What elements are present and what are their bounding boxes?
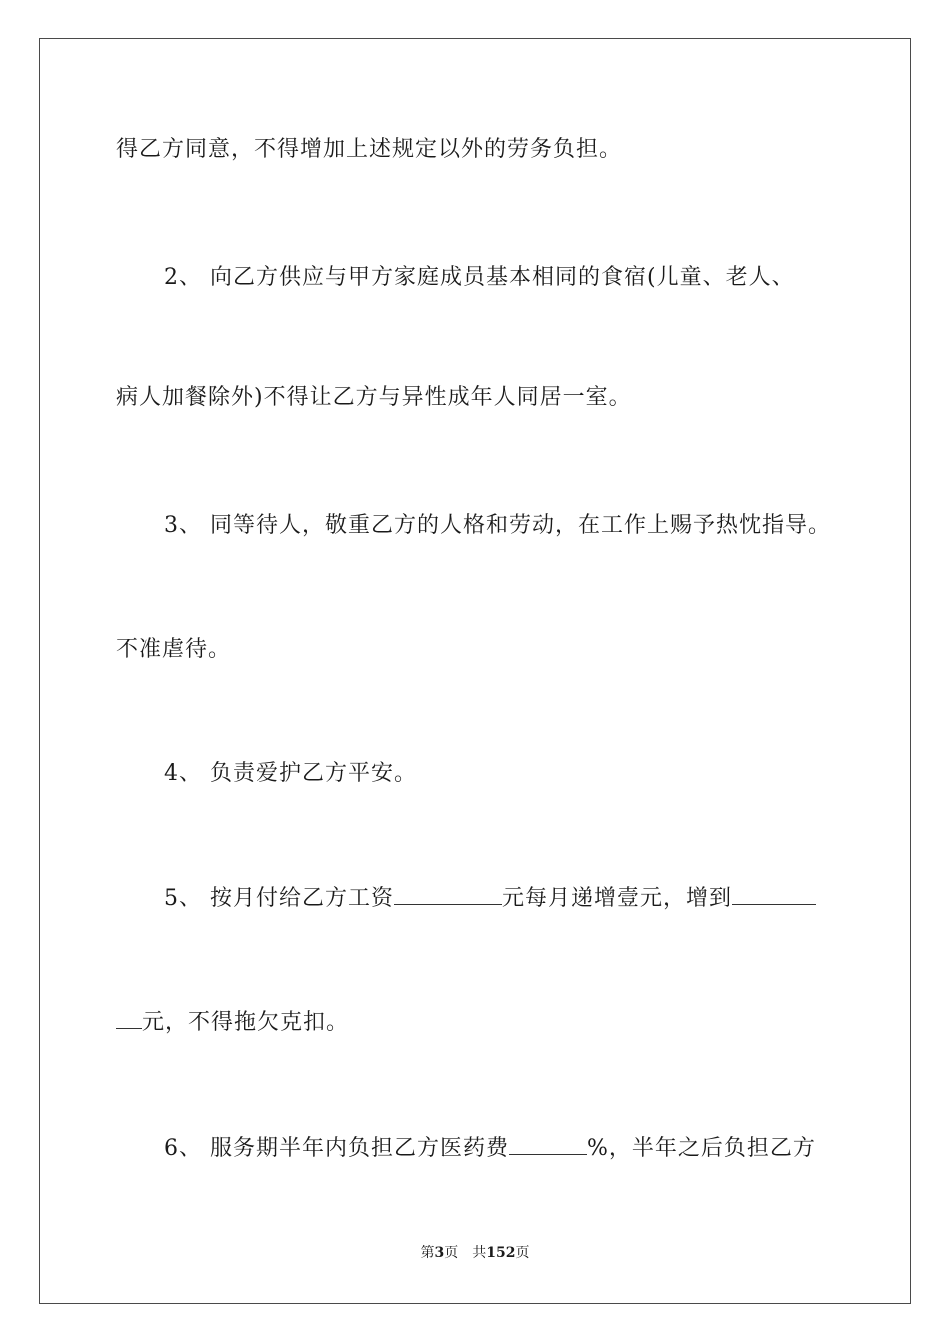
footer-page-number: 3 [434, 1245, 445, 1261]
item-5-text-c: 元，不得拖欠克扣。 [142, 1010, 350, 1035]
item-5-text-b: 元每月递增壹元，增到 [502, 886, 733, 911]
salary-blank [394, 884, 502, 905]
text-line-item-2-cont: 病人加餐除外)不得让乙方与异性成年人同居一室。 [116, 385, 632, 410]
medical-percent-blank [509, 1134, 587, 1155]
text-line-item-2: 2、 向乙方供应与甲方家庭成员基本相同的食宿(儿童、老人、 [164, 265, 795, 290]
text-line-item-5 [164, 884, 816, 913]
footer-page-suffix: 页 [444, 1245, 459, 1261]
text-line-item-5-cont [116, 1008, 349, 1037]
item-5-text-a: 5、 按月付给乙方工资 [164, 886, 394, 911]
footer-total-prefix: 共 [472, 1245, 487, 1261]
page-footer [0, 1244, 950, 1262]
item-6-text-a: 6、 服务期半年内负担乙方医药费 [164, 1136, 509, 1161]
text-line-item-6 [164, 1134, 816, 1163]
footer-total-suffix: 页 [515, 1245, 530, 1261]
salary-cap-blank-cont [116, 1008, 142, 1029]
footer-total-pages: 152 [486, 1245, 516, 1261]
item-6-text-b: %，半年之后负担乙方 [587, 1136, 816, 1161]
text-line-1: 得乙方同意，不得增加上述规定以外的劳务负担。 [116, 137, 623, 162]
footer-prefix: 第 [420, 1245, 435, 1261]
page-frame [39, 38, 911, 1304]
text-line-item-3-cont: 不准虐待。 [116, 637, 232, 662]
text-line-item-3: 3、 同等待人，敬重乙方的人格和劳动，在工作上赐予热忱指导。 [164, 513, 831, 538]
text-line-item-4: 4、 负责爱护乙方平安。 [164, 761, 417, 786]
salary-cap-blank [732, 884, 816, 905]
